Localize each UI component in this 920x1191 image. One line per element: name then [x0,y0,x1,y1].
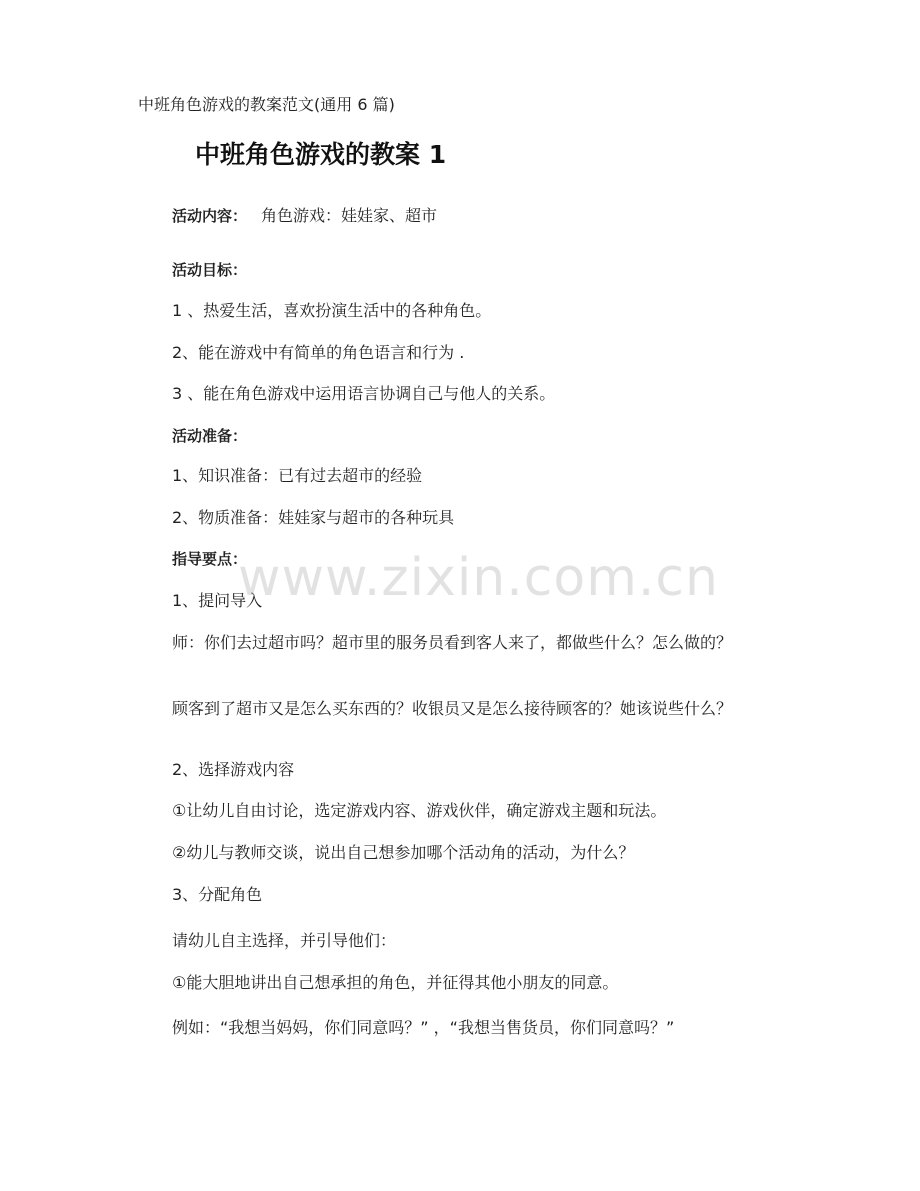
activity-prep-label: 活动准备： [172,427,248,445]
watermark: www.zixin.com.cn [238,548,719,608]
step-2-item-b: ②幼儿与教师交谈，说出自己想参加哪个活动角的活动，为什么？ [172,843,635,862]
goal-item-1: 1 、热爱生活，喜欢扮演生活中的各种角色。 [172,301,492,320]
document-title: 中班角色游戏的教案范文(通用 6 篇) [138,95,395,114]
step-2-title: 2、选择游戏内容 [172,760,295,779]
step-3-intro: 请幼儿自主选择，并引导他们： [172,931,397,950]
step-3-title: 3、分配角色 [172,885,263,904]
goal-item-3: 3 、能在角色游戏中运用语言协调自己与他人的关系。 [172,384,556,403]
activity-content-row [172,204,437,228]
activity-content-label: 活动内容： [172,207,248,225]
activity-goals-label: 活动目标： [172,261,248,279]
step-3-item-a: ①能大胆地讲出自己想承担的角色，并征得其他小朋友的同意。 [172,973,619,992]
step-2-item-a: ①让幼儿自由讨论，选定游戏内容、游戏伙伴，确定游戏主题和玩法。 [172,801,667,820]
guide-points-label: 指导要点： [172,550,248,568]
step-1-title: 1、提问导入 [172,591,263,610]
paragraph-teacher-question: 师：你们去过超市吗？超市里的服务员看到客人来了，都做些什么？怎么做的？ [172,633,733,652]
prep-item-2: 2、物质准备：娃娃家与超市的各种玩具 [172,508,455,527]
activity-content-value: 角色游戏：娃娃家、超市 [261,206,438,225]
section-heading: 中班角色游戏的教案 1 [195,140,447,169]
step-3-example: 例如：“我想当妈妈，你们同意吗？” ，“我想当售货员，你们同意吗？” [172,1018,675,1037]
prep-item-1: 1、知识准备：已有过去超市的经验 [172,466,423,485]
paragraph-customer-question: 顾客到了超市又是怎么买东西的？收银员又是怎么接待顾客的？她该说些什么？ [172,699,733,718]
goal-item-2: 2、能在游戏中有简单的角色语言和行为 . [172,343,465,362]
